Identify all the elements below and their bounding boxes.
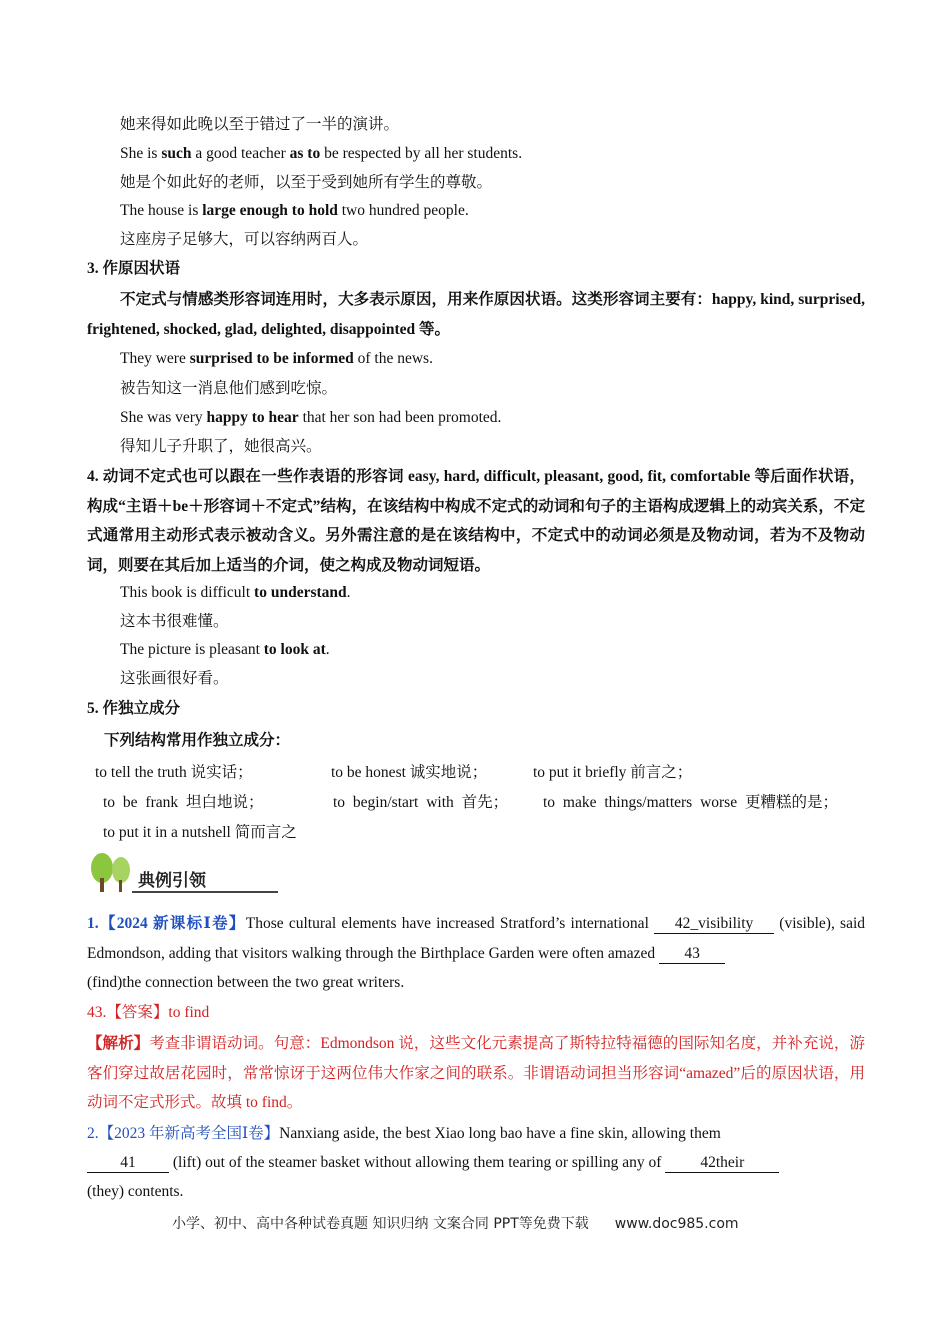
question-1: 1.【2024 新课标Ⅰ卷】Those cultural elements have increased Stratford’s international 42_visibility (visible), said Edmondson, adding that visitors walking through the Birthplace Garden were often amazed 43 (find)the connection between the two great writers. (87, 915, 866, 991)
question-2-line3: (they) contents. (87, 1183, 184, 1200)
section-heading: 5. 作独立成分 (87, 700, 181, 717)
translation-line: 得知儿子升职了，她很高兴。 (120, 438, 322, 455)
question-2: 2.【2023 年新高考全国Ⅰ卷】Nanxiang aside, the best Xiao long bao have a fine skin, allowing them (87, 1125, 721, 1142)
translation-line: 这本书很难懂。 (120, 613, 229, 630)
phrase-item: to begin/start with 首先； (333, 794, 509, 811)
phrase-item: to put it in a nutshell 简而言之 (103, 824, 297, 841)
section-paragraph: 4. 动词不定式也可以跟在一些作表语的形容词 easy, hard, difficult, pleasant, good, fit, comfortable 等后面作状语，构成“主语＋be＋形容词＋不定式”结构，在该结构中构成不定式的动词和句子的主语构成逻辑上的动宾关系，不定式通常用主动形式表示被动含义。另外需注意的是在该结构中，不定式中的动词必须是及物动词，若为不及物动词，则要在其后加上适当的介词，使之构成及物动词短语。 (87, 468, 865, 574)
translation-line: 这座房子足够大，可以容纳两百人。 (120, 231, 369, 248)
example-sentence: She is such a good teacher as to be respected by all her students. (120, 145, 523, 162)
example-sentence: The picture is pleasant to look at. (120, 641, 330, 658)
footer-url[interactable]: www.doc985.com (614, 1216, 739, 1232)
translation-line: 这张画很好看。 (120, 670, 229, 687)
footer-text: 小学、初中、高中各种试卷真题 知识归纳 文案合同 PPT等免费下载 (172, 1216, 589, 1232)
banner-label: 典例引领 (138, 871, 206, 891)
translation-line: 她来得如此晚以至于错过了一半的演讲。 (120, 116, 400, 133)
answer-blank: 42their (665, 1154, 779, 1173)
page-footer (172, 1213, 739, 1233)
tree-icon (88, 850, 138, 896)
example-sentence: This book is difficult to understand. (120, 584, 351, 601)
example-sentence: The house is large enough to hold two hundred people. (120, 202, 469, 219)
phrase-item: to be frank 坦白地说； (103, 794, 264, 811)
section-intro: 下列结构常用作独立成分： (104, 732, 291, 749)
answer-line: 43.【答案】to find (87, 1004, 210, 1021)
phrase-item: to tell the truth 说实话； (95, 764, 253, 781)
phrase-item: to be honest 诚实地说； (331, 764, 488, 781)
example-sentence: She was very happy to hear that her son had been promoted. (120, 409, 502, 426)
answer-blank: 43 (659, 945, 725, 964)
answer-blank: 42_visibility (654, 915, 774, 934)
answer-blank: 41 (87, 1154, 169, 1173)
example-banner (88, 850, 238, 896)
phrase-item: to put it briefly 前言之； (533, 764, 693, 781)
question-2-line2: 41 (lift) out of the steamer basket without allowing them tearing or spilling any of 42their (87, 1153, 779, 1173)
example-sentence: They were surprised to be informed of the news. (120, 350, 433, 367)
section-paragraph: 不定式与情感类形容词连用时，大多表示原因，用来作原因状语。这类形容词主要有：happy, kind, surprised, frightened, shocked, glad, delighted, disappointed 等。 (87, 291, 865, 338)
analysis-paragraph: 【解析】考查非谓语动词。句意：Edmondson 说，这些文化元素提高了斯特拉特福德的国际知名度，并补充说，游客们穿过故居花园时，常常惊讶于这两位伟大作家之间的联系。非谓语动词担当形容词“amazed”后的原因状语，用动词不定式形式。故填 to find。 (87, 1035, 865, 1111)
phrase-item: to make things/matters worse 更糟糕的是； (543, 794, 838, 811)
banner-underline (132, 891, 278, 893)
section-heading: 3. 作原因状语 (87, 260, 181, 277)
translation-line: 她是个如此好的老师，以至于受到她所有学生的尊敬。 (120, 174, 493, 191)
translation-line: 被告知这一消息他们感到吃惊。 (120, 380, 338, 397)
